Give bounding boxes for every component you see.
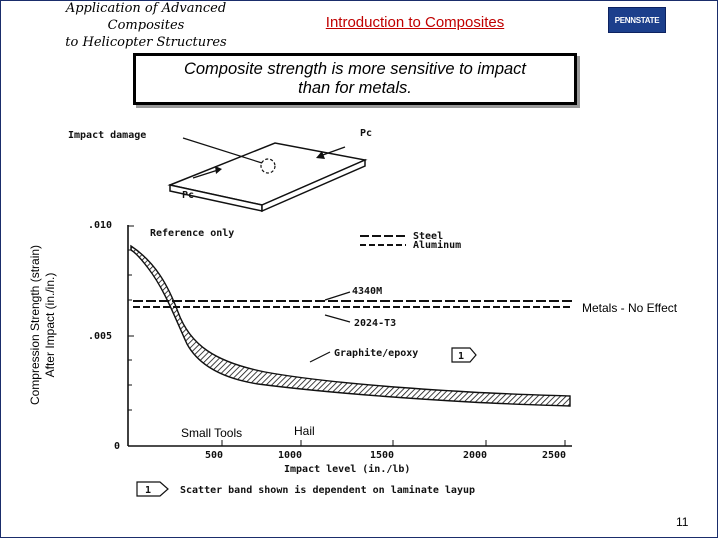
x-tick-label-1500: 1500	[370, 450, 395, 461]
leader-graphite	[310, 352, 330, 362]
headline-line1: Composite strength is more sensitive to impact	[183, 60, 527, 78]
legend-title: Reference only	[150, 228, 235, 239]
legend-steel-label: Steel	[413, 231, 444, 242]
y-axis-label-line1: Compression Strength (strain)	[28, 244, 42, 406]
y-tick-label-005: .005	[88, 331, 113, 342]
y-axis-label-line2: After Impact (in./in.)	[43, 272, 57, 378]
impact-damage-leader	[183, 138, 262, 163]
x-tick-label-1000: 1000	[278, 450, 303, 461]
load-label-top: Pc	[360, 128, 373, 139]
leader-2024t3	[325, 315, 350, 322]
load-label-bottom: Pc	[182, 190, 195, 201]
leader-4340m	[325, 292, 350, 300]
label-graphite-epoxy: Graphite/epoxy	[334, 348, 419, 359]
course-title-line2: to Helicopter Structures	[65, 35, 227, 50]
small-tools-annotation: Small Tools	[181, 426, 243, 440]
section-title: Introduction to Composites	[325, 14, 505, 31]
x-tick-label-500: 500	[205, 450, 224, 461]
logo-text: PENNSTATE	[614, 15, 660, 25]
label-2024t3: 2024-T3	[354, 318, 397, 329]
headline-line2: than for metals.	[298, 79, 412, 97]
footnote-text: Scatter band shown is dependent on laminate layup	[180, 485, 476, 496]
course-title-line1: Application of Advanced Composites	[65, 1, 227, 33]
y-ticks	[128, 226, 134, 410]
callout-number: 1	[458, 351, 465, 362]
metals-annotation: Metals - No Effect	[582, 301, 678, 315]
impact-damage-label: Impact damage	[68, 130, 147, 141]
x-tick-label-2000: 2000	[463, 450, 488, 461]
page-number: 11	[676, 515, 689, 529]
label-4340m: 4340M	[352, 286, 383, 297]
x-axis-label: Impact level (in./lb)	[284, 464, 411, 475]
legend-aluminum-label: Aluminum	[413, 240, 462, 251]
x-ticks	[222, 440, 565, 446]
graphite-epoxy-scatter-band	[131, 246, 570, 406]
hail-annotation: Hail	[294, 424, 315, 438]
x-tick-label-2500: 2500	[542, 450, 567, 461]
footnote-number: 1	[145, 485, 152, 496]
footnote-flag	[137, 482, 168, 496]
y-tick-label-010: .010	[88, 220, 113, 231]
y-tick-label-zero: 0	[114, 441, 121, 452]
